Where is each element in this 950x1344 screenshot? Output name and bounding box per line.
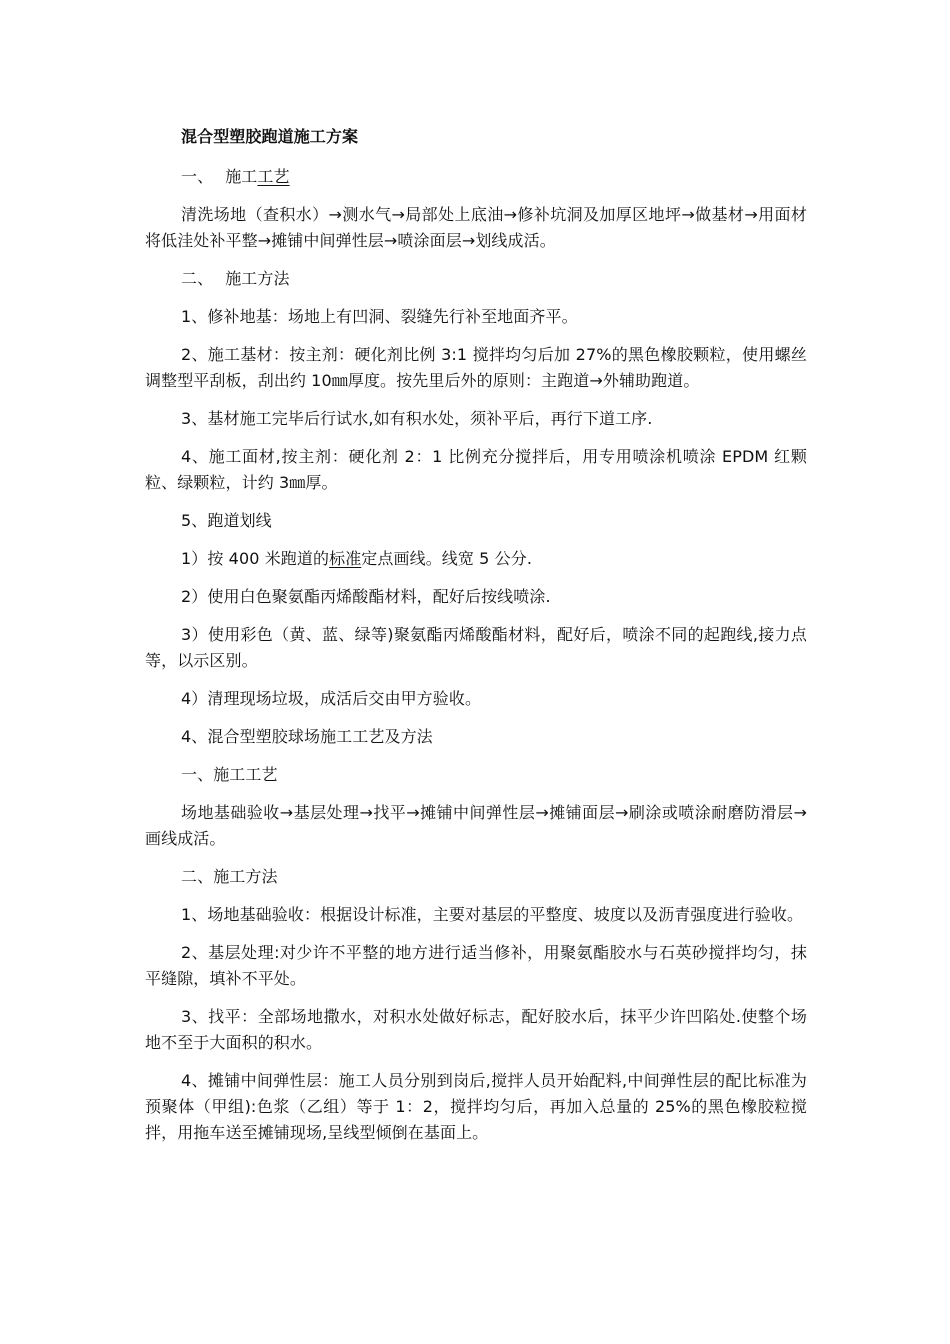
heading-text-a: 施工 xyxy=(225,167,258,186)
paragraph: 3、找平：全部场地撒水，对积水处做好标志，配好胶水后，抹平少许凹陷处.使整个场地不至于大面积的积水。 xyxy=(145,1007,807,1052)
paragraph: 4、混合型塑胶球场施工工艺及方法 xyxy=(181,727,433,746)
paragraph: 5、跑道划线 xyxy=(181,511,272,530)
heading-number: 一、 xyxy=(181,167,214,186)
paragraph: 4、施工面材,按主剂：硬化剂 2：1 比例充分搅拌后，用专用喷涂机喷涂 EPDM 红颗粒、绿颗粒，计约 3㎜厚。 xyxy=(145,447,807,492)
text-run: 定点画线。线宽 5 公分. xyxy=(361,549,533,568)
underlined-text: 标准 xyxy=(329,549,362,568)
paragraph-process-flow: 清洗场地（查积水）→测水气→局部处上底油→修补坑洞及加厚区地坪→做基材→用面材将低洼处补平整→摊铺中间弹性层→喷涂面层→划线成活。 xyxy=(145,205,807,250)
paragraph: 1、修补地基：场地上有凹洞、裂缝先行补至地面齐平。 xyxy=(181,307,578,326)
section-heading-process xyxy=(145,164,807,190)
text-run: 1）按 400 米跑道的 xyxy=(181,549,330,568)
paragraph: 二、施工方法 xyxy=(181,867,278,886)
document-body xyxy=(145,124,807,1158)
paragraph: 1、场地基础验收：根据设计标准，主要对基层的平整度、坡度以及沥青强度进行验收。 xyxy=(181,905,804,924)
section-heading-method xyxy=(145,266,807,292)
paragraph: 3）使用彩色（黄、蓝、绿等)聚氨酯丙烯酸酯材料，配好后，喷涂不同的起跑线,接力点等，以示区别。 xyxy=(145,625,807,670)
heading-text: 施工方法 xyxy=(225,269,290,288)
paragraph: 4）清理现场垃圾，成活后交由甲方验收。 xyxy=(181,689,482,708)
paragraph xyxy=(145,546,807,572)
document-title: 混合型塑胶跑道施工方案 xyxy=(181,127,359,146)
heading-number: 二、 xyxy=(181,269,214,288)
paragraph: 4、摊铺中间弹性层：施工人员分别到岗后,搅拌人员开始配料,中间弹性层的配比标准为预聚体（甲组):色浆（乙组）等于 1：2，搅拌均匀后，再加入总量的 25%的黑色橡胶粒搅拌，用拖车送至摊铺现场,呈线型倾倒在基面上。 xyxy=(145,1071,807,1142)
paragraph: 场地基础验收→基层处理→找平→摊铺中间弹性层→摊铺面层→刷涂或喷涂耐磨防滑层→画线成活。 xyxy=(145,803,807,848)
paragraph: 一、施工工艺 xyxy=(181,765,278,784)
paragraph: 3、基材施工完毕后行试水,如有积水处，须补平后，再行下道工序. xyxy=(181,409,653,428)
paragraph: 2、基层处理:对少许不平整的地方进行适当修补，用聚氨酯胶水与石英砂搅拌均匀，抹平缝隙，填补不平处。 xyxy=(145,943,807,988)
heading-text-b: 工艺 xyxy=(257,167,290,186)
paragraph: 2、施工基材：按主剂：硬化剂比例 3:1 搅拌均匀后加 27%的黑色橡胶颗粒，使用螺丝调整型平刮板，刮出约 10㎜厚度。按先里后外的原则：主跑道→外辅助跑道。 xyxy=(145,345,807,390)
paragraph: 2）使用白色聚氨酯丙烯酸酯材料，配好后按线喷涂. xyxy=(181,587,551,606)
